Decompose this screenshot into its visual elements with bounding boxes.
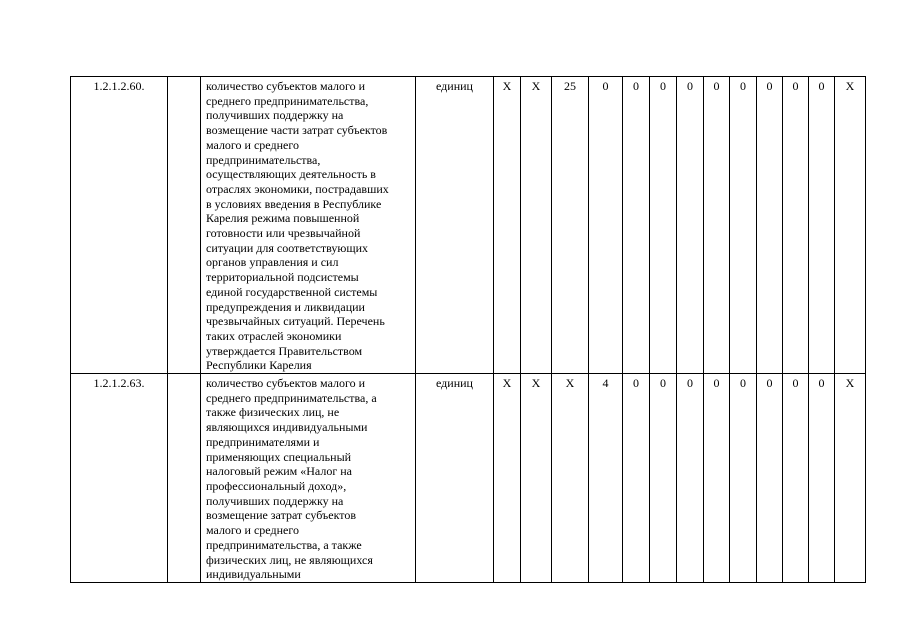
description-line: индивидуальными <box>206 567 301 582</box>
description-line: Карелия режима повышенной <box>206 211 360 226</box>
value-cell: 0 <box>677 77 704 374</box>
description-line: утверждается Правительством <box>206 343 363 358</box>
value-cell: 0 <box>783 77 809 374</box>
value-cell: 0 <box>757 77 783 374</box>
description-line: количество субъектов малого и <box>206 376 366 391</box>
description-line: предпринимательства, <box>206 152 321 167</box>
value-cell: 0 <box>704 77 730 374</box>
description-line: Республики Карелия <box>206 358 312 373</box>
value-cell: 0 <box>650 374 677 583</box>
description-line: территориальной подсистемы <box>206 270 359 285</box>
description-line: малого и среднего <box>206 523 299 538</box>
value-cell: 25 <box>552 77 589 374</box>
table-row <box>71 77 866 374</box>
description-line: предпринимателями и <box>206 434 320 449</box>
indicator-table <box>70 76 866 583</box>
empty-cell <box>168 77 201 374</box>
description-line: количество субъектов малого и <box>206 79 366 93</box>
description-line: отраслях экономики, пострадавших <box>206 181 389 196</box>
value-cell: 4 <box>589 374 623 583</box>
description-line: применяющих специальный <box>206 449 352 464</box>
description-line: малого и среднего <box>206 137 299 152</box>
value-cell: X <box>521 374 552 583</box>
value-cell: 0 <box>623 374 650 583</box>
unit-cell: единиц <box>416 77 494 374</box>
table-row <box>71 374 866 583</box>
unit-cell: единиц <box>416 374 494 583</box>
value-cell: 0 <box>757 374 783 583</box>
value-cell: 0 <box>730 374 757 583</box>
value-cell: 0 <box>589 77 623 374</box>
description-line: предпринимательства, а также <box>206 537 362 552</box>
value-cell: X <box>494 77 521 374</box>
value-cell: 0 <box>623 77 650 374</box>
value-cell: 0 <box>677 374 704 583</box>
empty-cell <box>168 374 201 583</box>
value-cell: 0 <box>730 77 757 374</box>
value-cell: X <box>552 374 589 583</box>
value-cell: 0 <box>783 374 809 583</box>
description-cell <box>201 77 416 374</box>
description-line: получивших поддержку на <box>206 493 344 508</box>
description-line: в условиях введения в Республике <box>206 196 382 211</box>
value-cell: X <box>835 77 866 374</box>
description-line: чрезвычайных ситуаций. Перечень <box>206 314 385 329</box>
value-cell: X <box>835 374 866 583</box>
description-cell <box>201 374 416 583</box>
description-line: также физических лиц, не <box>206 405 340 420</box>
value-cell: 0 <box>809 374 835 583</box>
row-number-cell: 1.2.1.2.60. <box>71 77 168 374</box>
value-cell: X <box>494 374 521 583</box>
value-cell: X <box>521 77 552 374</box>
table-body <box>71 77 866 583</box>
value-cell: 0 <box>650 77 677 374</box>
description-line: ситуации для соответствующих <box>206 240 369 255</box>
description-line: среднего предпринимательства, а <box>206 390 377 405</box>
description-line: органов управления и сил <box>206 255 339 270</box>
value-cell: 0 <box>704 374 730 583</box>
description-line: предупреждения и ликвидации <box>206 299 365 314</box>
description-line: налоговый режим «Налог на <box>206 464 353 479</box>
description-line: получивших поддержку на <box>206 108 344 123</box>
description-line: единой государственной системы <box>206 284 378 299</box>
row-number-cell: 1.2.1.2.63. <box>71 374 168 583</box>
description-line: физических лиц, не являющихся <box>206 552 373 567</box>
description-line: таких отраслей экономики <box>206 328 342 343</box>
value-cell: 0 <box>809 77 835 374</box>
description-line: среднего предпринимательства, <box>206 93 369 108</box>
description-line: возмещение части затрат субъектов <box>206 123 388 138</box>
description-line: профессиональный доход», <box>206 478 347 493</box>
description-line: являющихся индивидуальными <box>206 420 368 435</box>
description-line: возмещение затрат субъектов <box>206 508 356 523</box>
description-line: готовности или чрезвычайной <box>206 226 361 241</box>
description-line: осуществляющих деятельность в <box>206 167 376 182</box>
